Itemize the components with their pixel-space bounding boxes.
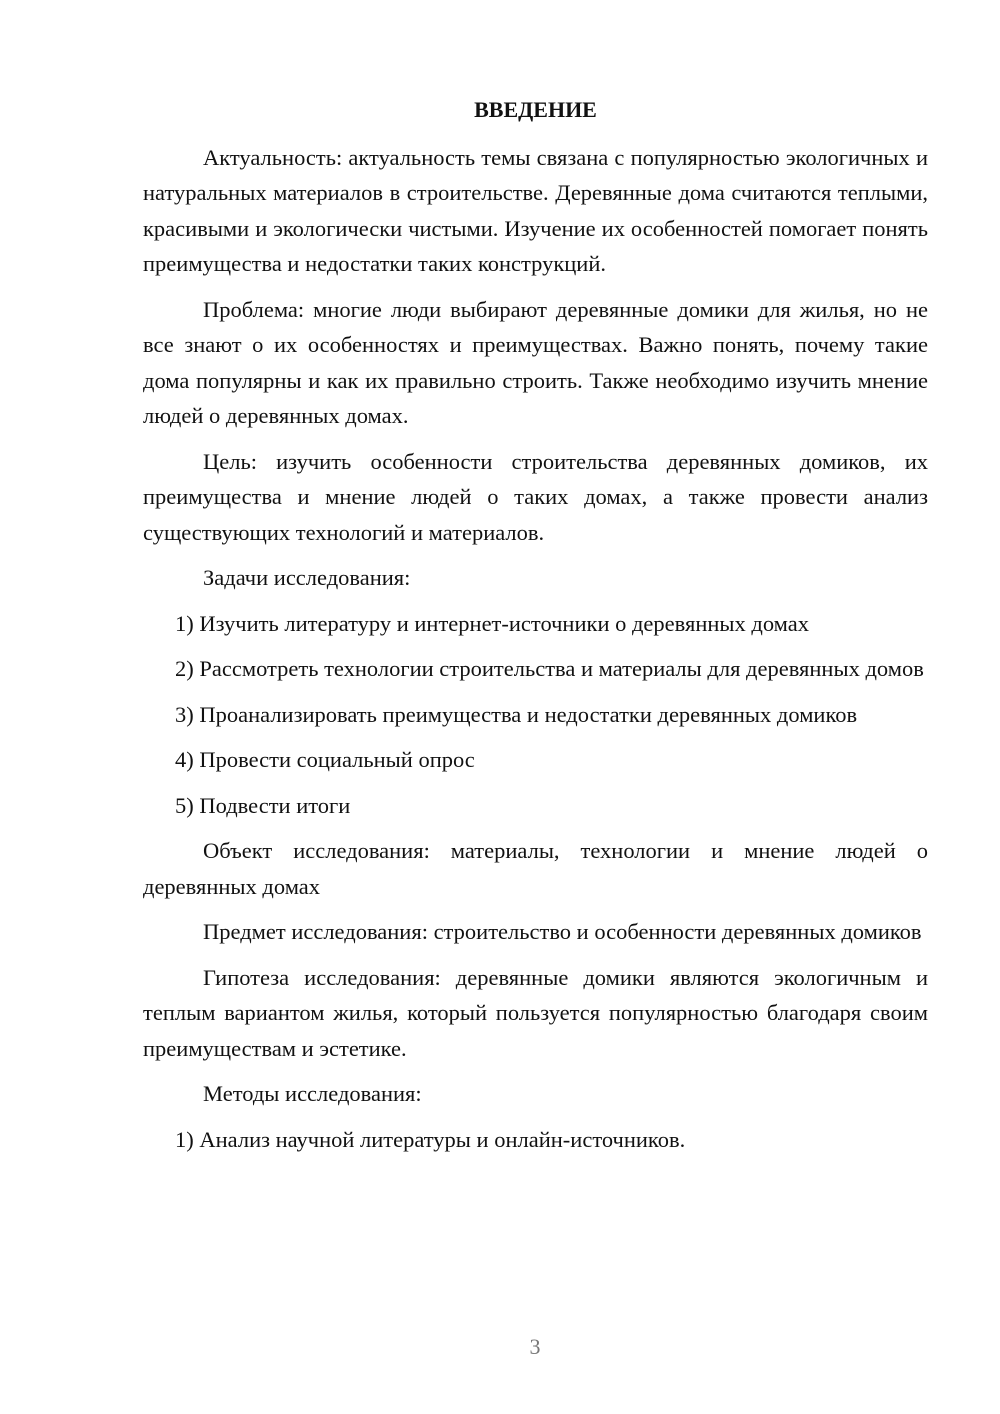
paragraph-object: Объект исследования: материалы, технологии и мнение людей о деревянных домах (143, 838, 928, 899)
task-item-2: 2) Рассмотреть технологии строительства и материалы для деревянных домов (175, 656, 924, 681)
page-number: 3 (529, 1334, 541, 1359)
task-item-1: 1) Изучить литературу и интернет-источники о деревянных домах (175, 610, 809, 636)
paragraph-methods-heading: Методы исследования: (203, 1081, 422, 1106)
paragraph-relevance: Актуальность: актуальность темы связана с популярностью экологичных и натуральных материалов в строительстве. Деревянные дома считаются теплыми, красивыми и экологически чистыми. Изучение их особенностей помогает понять преимущества и недостатки таких конструкций. (143, 144, 928, 276)
task-item-5: 5) Подвести итоги (175, 792, 351, 818)
paragraph-problem: Проблема: многие люди выбирают деревянные домики для жилья, но не все знают о их особенностях и преимуществах. Важно понять, почему такие дома популярны и как их правильно строить. Также необходимо изучить мнение людей о деревянных домах. (143, 296, 928, 428)
task-item-3: 3) Проанализировать преимущества и недостатки деревянных домиков (175, 701, 858, 727)
document-body (143, 92, 928, 1167)
method-item-1: 1) Анализ научной литературы и онлайн-источников. (175, 1126, 686, 1152)
section-title: ВВЕДЕНИЕ (474, 97, 597, 122)
task-item-4: 4) Провести социальный опрос (175, 747, 475, 772)
paragraph-subject: Предмет исследования: строительство и особенности деревянных домиков (203, 919, 922, 944)
paragraph-goal: Цель: изучить особенности строительства деревянных домиков, их преимущества и мнение людей о таких домах, а также провести анализ существующих технологий и материалов. (143, 448, 928, 545)
paragraph-hypothesis: Гипотеза исследования: деревянные домики являются экологичным и теплым вариантом жилья, который пользуется популярностью благодаря своим преимуществам и эстетике. (143, 964, 928, 1061)
paragraph-tasks-heading: Задачи исследования: (203, 565, 411, 590)
